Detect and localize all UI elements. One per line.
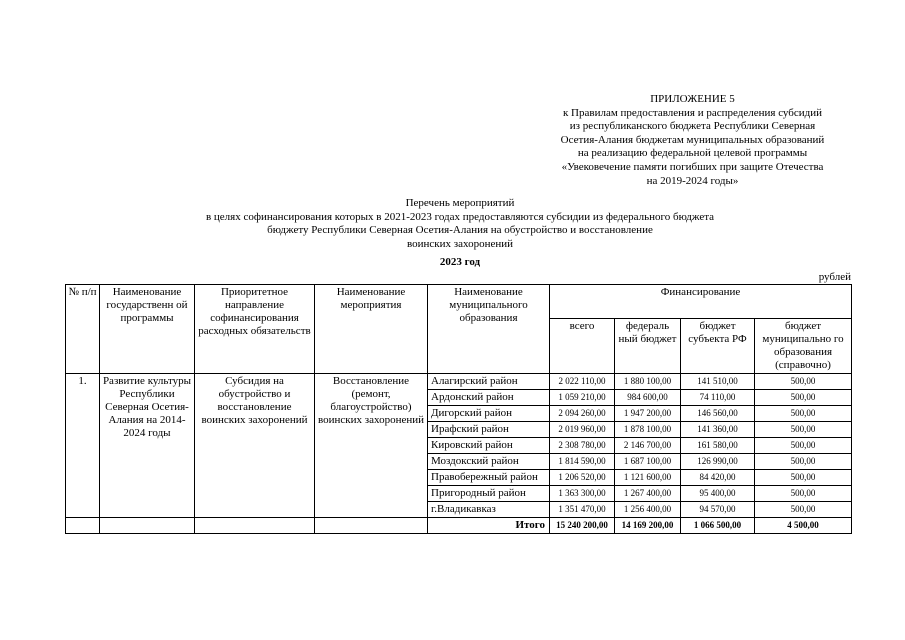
- value-federal: 1 267 400,00: [615, 486, 681, 502]
- header-municipal: бюджет муниципально го образования (справочно): [755, 319, 852, 374]
- municipality-name: Моздокский район: [428, 454, 550, 470]
- year-heading: 2023 год: [439, 256, 481, 268]
- value-federal: 1 687 100,00: [615, 454, 681, 470]
- header-direction: Приоритетное направление софинансирования расходных обязательств: [195, 285, 315, 374]
- header-subject: бюджет субъекта РФ: [681, 319, 755, 374]
- value-total: 1 059 210,00: [550, 390, 615, 406]
- value-municipal: 500,00: [755, 454, 852, 470]
- value-total: 2 094 260,00: [550, 406, 615, 422]
- appendix-line: «Увековечение памяти погибших при защите Отечества: [561, 160, 824, 173]
- currency-unit: рублей: [818, 271, 851, 283]
- header-num: № п/п: [66, 285, 100, 374]
- value-municipal: 500,00: [755, 390, 852, 406]
- value-federal: 984 600,00: [615, 390, 681, 406]
- document-title: Перечень мероприятий: [405, 197, 515, 209]
- value-total: 1 206 520,00: [550, 470, 615, 486]
- appendix-line: из республиканского бюджета Республики Северная: [569, 120, 816, 133]
- subsidy-table: [65, 284, 852, 534]
- appendix-line: Осетия-Алания бюджетам муниципальных образований: [560, 133, 825, 146]
- value-total: 2 308 780,00: [550, 438, 615, 454]
- value-federal: 1 256 400,00: [615, 502, 681, 518]
- value-municipal: 500,00: [755, 438, 852, 454]
- value-subject: 146 560,00: [681, 406, 755, 422]
- totals-row: [66, 518, 852, 534]
- value-subject: 84 420,00: [681, 470, 755, 486]
- item-event: Восстановление (ремонт, благоустройство) воинских захоронений: [315, 374, 428, 518]
- header-program: Наименование государственн ой программы: [100, 285, 195, 374]
- appendix-line: на реализацию федеральной целевой программы: [577, 147, 808, 160]
- appendix-line: на 2019-2024 годы»: [646, 174, 739, 187]
- municipality-name: г.Владикавказ: [428, 502, 550, 518]
- value-total: 2 019 960,00: [550, 422, 615, 438]
- value-total: 1 363 300,00: [550, 486, 615, 502]
- item-num: 1.: [66, 374, 100, 518]
- value-federal: 2 146 700,00: [615, 438, 681, 454]
- value-federal: 1 947 200,00: [615, 406, 681, 422]
- header-financing: Финансирование: [550, 285, 852, 319]
- totals-subject: 1 066 500,00: [681, 518, 755, 534]
- value-federal: 1 878 100,00: [615, 422, 681, 438]
- municipality-name: Кировский район: [428, 438, 550, 454]
- value-municipal: 500,00: [755, 470, 852, 486]
- header-total: всего: [550, 319, 615, 374]
- value-total: 1 814 590,00: [550, 454, 615, 470]
- value-municipal: 500,00: [755, 502, 852, 518]
- value-subject: 94 570,00: [681, 502, 755, 518]
- header-federal: федераль ный бюджет: [615, 319, 681, 374]
- value-subject: 161 580,00: [681, 438, 755, 454]
- value-subject: 74 110,00: [681, 390, 755, 406]
- value-total: 1 351 470,00: [550, 502, 615, 518]
- value-subject: 95 400,00: [681, 486, 755, 502]
- header-event: Наименование мероприятия: [315, 285, 428, 374]
- appendix-block: [520, 93, 865, 188]
- value-municipal: 500,00: [755, 374, 852, 390]
- municipality-name: Алагирский район: [428, 374, 550, 390]
- value-total: 2 022 110,00: [550, 374, 615, 390]
- value-municipal: 500,00: [755, 406, 852, 422]
- value-federal: 1 121 600,00: [615, 470, 681, 486]
- item-direction: Субсидия на обустройство и восстановление воинских захоронений: [195, 374, 315, 518]
- table-row: [66, 374, 852, 390]
- value-municipal: 500,00: [755, 486, 852, 502]
- totals-total: 15 240 200,00: [550, 518, 615, 534]
- document-subtitle-line: воинских захоронений: [407, 238, 513, 250]
- item-program: Развитие культуры Республики Северная Осетия-Алания на 2014-2024 годы: [100, 374, 195, 518]
- empty-cell: [66, 518, 100, 534]
- totals-label: Итого: [428, 518, 550, 534]
- value-subject: 141 510,00: [681, 374, 755, 390]
- empty-cell: [100, 518, 195, 534]
- appendix-title: ПРИЛОЖЕНИЕ 5: [650, 93, 735, 105]
- empty-cell: [315, 518, 428, 534]
- totals-federal: 14 169 200,00: [615, 518, 681, 534]
- municipality-name: Ардонский район: [428, 390, 550, 406]
- value-federal: 1 880 100,00: [615, 374, 681, 390]
- municipality-name: Правобережный район: [428, 470, 550, 486]
- appendix-line: к Правилам предоставления и распределения субсидий: [562, 106, 823, 119]
- municipality-name: Ирафский район: [428, 422, 550, 438]
- value-subject: 126 990,00: [681, 454, 755, 470]
- document-subtitle-line: бюджету Республики Северная Осетия-Алания на обустройство и восстановление: [267, 224, 653, 236]
- header-municipality: Наименование муниципального образования: [428, 285, 550, 374]
- totals-municipal: 4 500,00: [755, 518, 852, 534]
- municipality-name: Пригородный район: [428, 486, 550, 502]
- municipality-name: Дигорский район: [428, 406, 550, 422]
- document-subtitle-line: в целях софинансирования которых в 2021-2023 годах предоставляются субсидии из федерального бюджета: [205, 211, 715, 223]
- value-subject: 141 360,00: [681, 422, 755, 438]
- empty-cell: [195, 518, 315, 534]
- value-municipal: 500,00: [755, 422, 852, 438]
